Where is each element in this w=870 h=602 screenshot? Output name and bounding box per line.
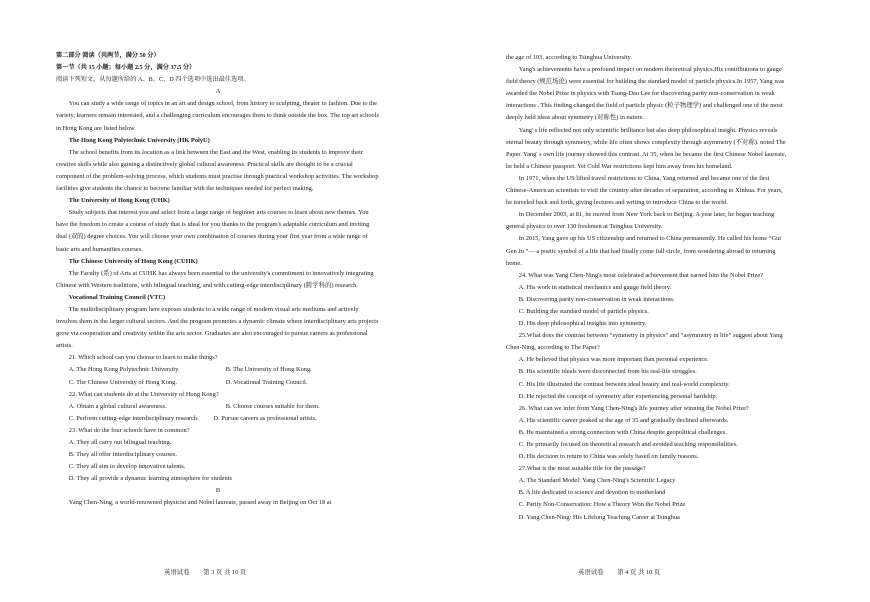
footer-left-subject: 英语试卷 xyxy=(164,569,190,576)
footer-left xyxy=(164,567,258,576)
school-desc-cuhk: The Faculty (系) of Arts at CUHK has always been essential to the university's commitment to innovatively integrating Chinese with Western traditions, with bilingual teaching, and with cutting-edge interdisciplinary (跨学科的) research. xyxy=(56,269,374,289)
option-27-a[interactable]: A. The Standard Model: Yang Chen-Ning's Scientific Legacy xyxy=(518,477,676,485)
question-22-options-cd xyxy=(56,413,380,425)
school-desc-polyu: The school benefits from its location as a link between the East and the West, enabling its students to improve their creative skills while also gaining a distinctively global cultural awareness. Practical skills are thought to be a crucial component of the problem-solving process, which students must practise through practical workshop activities. The workshop facilities give students the chance to become familiar with the techniques needed for perfect making. xyxy=(56,148,379,193)
option-21-d[interactable]: D. Vocational Training Council. xyxy=(225,378,308,386)
option-21-c[interactable]: C. The Chinese University of Hong Kong. xyxy=(68,378,177,386)
option-23-b[interactable]: B. They all offer interdisciplinary courses. xyxy=(68,451,177,459)
passage-b-para-2: Yang' s life reflected not only scientific brilliance but also deep philosophical insight. Physics reveals eternal beauty through symmetry, while life often shows complexity through asymmetry (不对称). noted The Paper. Yang' s own life journey showed this contrast. At 35, when he became the first Chinese Nobel laureate, he held a Chinese passport. Yet Cold War restrictions kept him away from his homeland. xyxy=(506,126,787,170)
passage-b-para-4: In December 2003, at 81, he moved from New York back to Beijing. A year later, he began teaching general physics to over 130 freshmen at Tsinghua University. xyxy=(506,211,775,231)
question-23: 23. What do the four schools have in common? xyxy=(68,426,190,434)
instructions: 阅读下列短文，从每题所给的 A、B、C、D 四个选项中选出最佳选项。 xyxy=(56,76,250,84)
question-22: 22. What can students do at the University of Hong Kong? xyxy=(68,390,219,398)
question-25: 25.What does the contrast between “symmetry in physics” and “asymmetry in life” suggest about Yang Chen-Ning, according to The Paper? xyxy=(506,332,783,352)
option-23-d[interactable]: D. They all provide a dynamic learning atmosphere for students xyxy=(68,475,232,483)
passage-b-para-1: Yang's achievements have a profound impact on modern theoretical physics.His contributions to gauge field theory (规范场论) were essential for building the standard model of particle physics.In 1957, Yang was awarded the Nobel Prize in physics with Tsung-Dao Lee for discovering parity non-conservation in weak interactions . This finding changed the field of particle physic (粒子物理学) and challenged one of the most deeply held ideas about symmetry (对称性) in nature. xyxy=(506,66,785,122)
footer-right xyxy=(578,567,672,576)
option-25-c[interactable]: C. His life illustrated the contrast between ideal beauty and real-world complexity. xyxy=(518,380,730,388)
footer-left-page: 第 3 页 共 10 页 xyxy=(203,569,247,576)
part-title: 第二部分 阅读（共两节，满分 50 分） xyxy=(56,52,160,59)
option-25-b[interactable]: B. His scientific ideals were disconnected from his real-life struggles. xyxy=(518,368,697,376)
option-27-c[interactable]: C. Parity Non-Conservation: How a Theory Won the Nobel Prize xyxy=(518,501,686,509)
option-22-a[interactable]: A. Obtain a global cultural awareness. xyxy=(68,402,167,410)
school-heading-polyu: The Hong Kong Polytechnic University (HK PolyU) xyxy=(68,136,210,144)
option-24-a[interactable]: A. His work in statistical mechanics and gauge field theory. xyxy=(518,283,672,291)
question-21-options-cd xyxy=(56,377,380,389)
left-page-column xyxy=(56,50,380,510)
option-24-c[interactable]: C. Building the standard model of particle physics. xyxy=(518,307,649,315)
school-desc-uhk: Study subjects that interest you and select from a large range of beginner arts courses to learn about new themes. You have the freedom to create a course of study that is ideal for you thanks to the program's adaptable curriculum and inviting dual (双的) degree choices. You will choose your own combination of courses during your first year from a wide range of basic arts and humanities courses. xyxy=(56,209,370,253)
passage-b-continued: the age of 103, according to Tsinghua University. xyxy=(506,54,632,61)
option-23-a[interactable]: A. They all carry out bilingual teaching. xyxy=(68,439,172,446)
footer-right-page: 第 4 页 共 10 页 xyxy=(617,569,661,576)
passage-a-intro: You can study a wide range of topics in an art and design school, from history to sculpting, theater to fashion. Due to the variety, learners remain interested, and a challenging curriculum encourages them to think outside the box. The top art schools in Hong Kong are listed below. xyxy=(56,100,379,132)
passage-b-label: B xyxy=(215,487,221,495)
question-26: 26. What can we infer from Yang Chen-Ning's life journey after winning the Nobel Prize? xyxy=(518,404,749,412)
passage-b-para-5: In 2015, Yang gave up his US citizenship and returned to China permanently. He called his home “Gui Gen Ju ”— a poetic symbol of a life that had finally come full circle, from wondering abroad to returning home. xyxy=(506,235,782,267)
passage-b-para-3: In 1971, when the US lifted travel restrictions to China, Yang returned and became one of the first Chinese-American scientists to visit the country after decades of separation, according to Xinhua. For years, he traveled back and forth, giving lectures and writing to introduce China to the world. xyxy=(506,174,783,207)
school-heading-cuhk: The Chinese University of Hong Kong (CUHK) xyxy=(68,257,198,265)
question-27: 27.What is the most suitable title for the passage? xyxy=(518,465,646,473)
section-title: 第一节（共 15 小题；每小题 2.5 分，满分 37.5 分） xyxy=(56,64,196,72)
option-24-d[interactable]: D. His deep philosophical insights into symmetry. xyxy=(518,320,647,328)
option-22-b[interactable]: B. Choose courses suitable for them. xyxy=(225,402,320,410)
option-26-a[interactable]: A. His scientific career peaked at the age of 35 and gradually declined afterwards. xyxy=(518,416,729,424)
option-21-a[interactable]: A. The Hong Kong Polytechnic University. xyxy=(68,366,180,374)
option-21-b[interactable]: B. The University of Hong Kong. xyxy=(225,366,312,374)
option-25-d[interactable]: D. He rejected the concept of symmetry after experiencing personal hardship. xyxy=(518,392,718,400)
passage-a-label: A xyxy=(215,88,221,96)
passage-b-intro: Yang Chen-Ning, a world-renowned physicist and Nobel laureate, passed away in Beijing on Oct 18 at xyxy=(68,499,332,507)
option-25-a[interactable]: A. He believed that physics was more important than personal experience. xyxy=(518,356,709,364)
option-27-b[interactable]: B. A life dedicated to science and devotion to motherland xyxy=(518,489,666,497)
right-page-column xyxy=(506,52,790,524)
option-24-b[interactable]: B. Discovering parity non-conservation in weak interactions. xyxy=(518,295,675,303)
school-desc-vtc: The multidisciplinary program here exposes students to a wide range of modern visual arts mediums and actively involves them in the larger cultural sectors. And the program promotes a dynamic climate where interdisciplinary arts projects grow via cooperation and creativity within the arts sector. Graduates are also encouraged to pursue careers as professional artists. xyxy=(56,305,379,350)
school-heading-vtc: Vocational Training Council (VTC) xyxy=(68,293,166,301)
option-26-b[interactable]: B. He maintained a strong connection with China despite geopolitical challenges. xyxy=(518,428,727,436)
option-23-c[interactable]: C. They all aim to develop innovative talents. xyxy=(68,463,186,471)
question-21: 21. Which school can you choose to learn to make things? xyxy=(68,354,218,362)
option-22-d[interactable]: D. Pursue careers as professional artists. xyxy=(213,414,317,422)
question-22-options-ab xyxy=(56,401,380,413)
option-26-c[interactable]: C. He primarily focused on theoretical research and avoided teaching responsibilities. xyxy=(518,441,738,448)
question-24: 24. What was Yang Chen-Ning's most celebrated achievement that earned him the Nobel Prize? xyxy=(518,271,764,279)
option-22-c[interactable]: C. Perform cutting-edge interdisciplinary research. xyxy=(68,414,199,422)
footer-right-subject: 英语试卷 xyxy=(578,569,604,576)
option-27-d[interactable]: D. Yang Chen-Ning: His Lifelong Teaching Career at Tsinghua xyxy=(518,513,680,521)
school-heading-uhk: The University of Hong Kong (UHK) xyxy=(68,197,170,205)
question-21-options-ab xyxy=(56,364,380,376)
option-26-d[interactable]: D. His decision to return to China was solely based on family reasons. xyxy=(518,453,699,461)
